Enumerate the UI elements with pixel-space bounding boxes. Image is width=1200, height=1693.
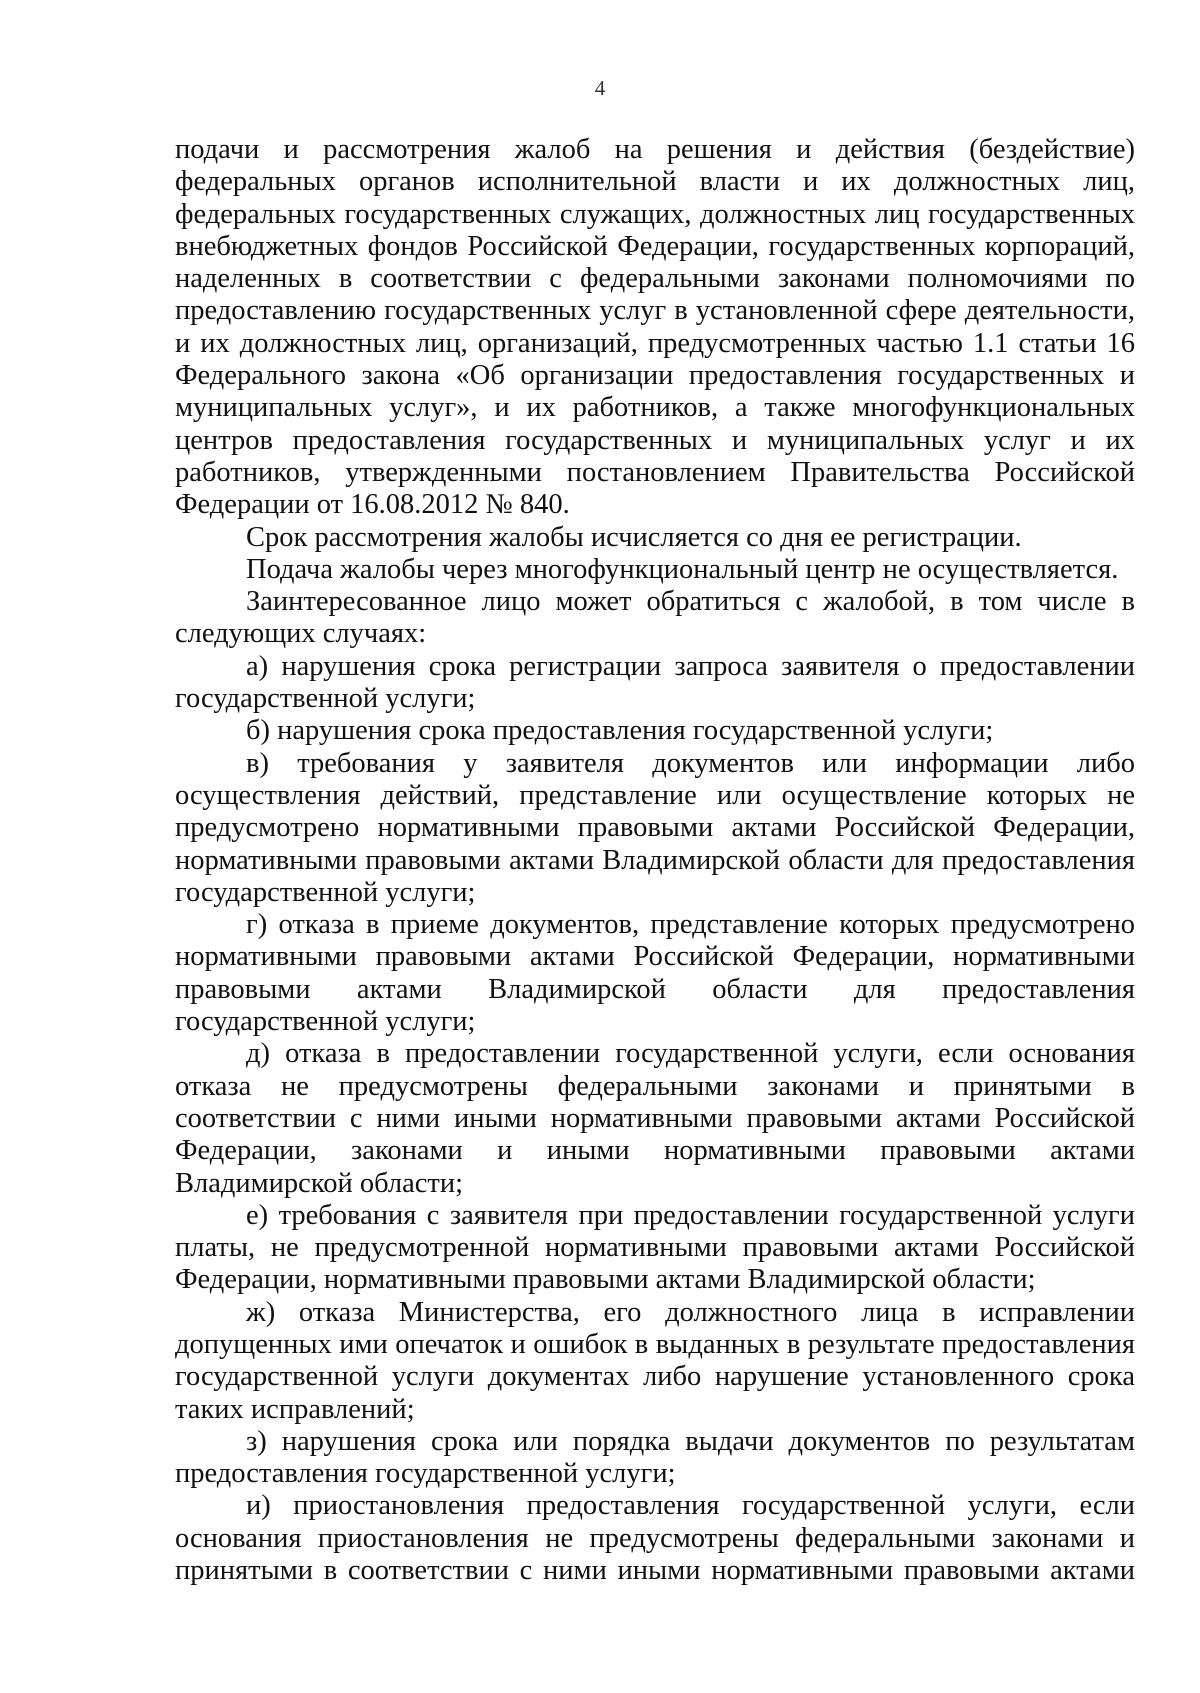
- paragraph-mfc-note: Подача жалобы через многофункциональный центр не осуществляется.: [246, 553, 1119, 585]
- paragraph-continuation: подачи и рассмотрения жалоб на решения и действия (бездействие) федеральных органов исполнительной власти и их должностных лиц, федеральных государственных служащих, должностных лиц государственных внебюджетных фондов Российской Федерации, государственных корпораций, наделенных в соответствии с федеральными законами полномочиями по предоставлению государственных услуг в установленной сфере деятельности, и их должностных лиц, организаций, предусмотренных частью 1.1 статьи 16 Федерального закона «Об организации предоставления государственных и муниципальных услуг», и их работников, а также многофункциональных центров предоставления государственных и муниципальных услуг и их работников, утвержденными постановлением Правительства Российской Федерации от 16.08.2012 № 840.: [175, 134, 1135, 521]
- list-item-e: е) требования с заявителя при предоставлении государственной услуги платы, не предусмотренной нормативными правовыми актами Российской Федерации, нормативными правовыми актами Владимирской области;: [175, 1199, 1135, 1296]
- paragraph-complaint-term: Срок рассмотрения жалобы исчисляется со дня ее регистрации.: [246, 521, 1022, 553]
- list-item-i: и) приостановления предоставления государственной услуги, если основания приостановления не предусмотрены федеральными законами и принятыми в соответствии с ними иными нормативными правовыми актами: [175, 1490, 1135, 1587]
- list-item-z: з) нарушения срока или порядка выдачи документов по результатам предоставления государственной услуги;: [175, 1425, 1135, 1490]
- page-number: 4: [594, 76, 606, 100]
- document-body: [175, 134, 1135, 1587]
- list-item-d: д) отказа в предоставлении государственной услуги, если основания отказа не предусмотрены федеральными законами и принятыми в соответствии с ними иными нормативными правовыми актами Российской Федерации, законами и иными нормативными правовыми актами Владимирской области;: [175, 1038, 1135, 1199]
- list-item-g: г) отказа в приеме документов, представление которых предусмотрено нормативными правовыми актами Российской Федерации, нормативными правовыми актами Владимирской области для предоставления государственной услуги;: [175, 909, 1135, 1038]
- list-item-a: а) нарушения срока регистрации запроса заявителя о предоставлении государственной услуги;: [175, 650, 1135, 715]
- list-item-b: б) нарушения срока предоставления государственной услуги;: [246, 715, 994, 747]
- list-item-v: в) требования у заявителя документов или информации либо осуществления действий, представление или осуществление которых не предусмотрено нормативными правовыми актами Российской Федерации, нормативными правовыми актами Владимирской области для предоставления государственной услуги;: [175, 747, 1135, 908]
- list-item-zh: ж) отказа Министерства, его должностного лица в исправлении допущенных ими опечаток и ошибок в выданных в результате предоставления государственной услуги документах либо нарушение установленного срока таких исправлений;: [175, 1296, 1135, 1425]
- paragraph-cases-intro: Заинтересованное лицо может обратиться с жалобой, в том числе в следующих случаях:: [175, 586, 1135, 650]
